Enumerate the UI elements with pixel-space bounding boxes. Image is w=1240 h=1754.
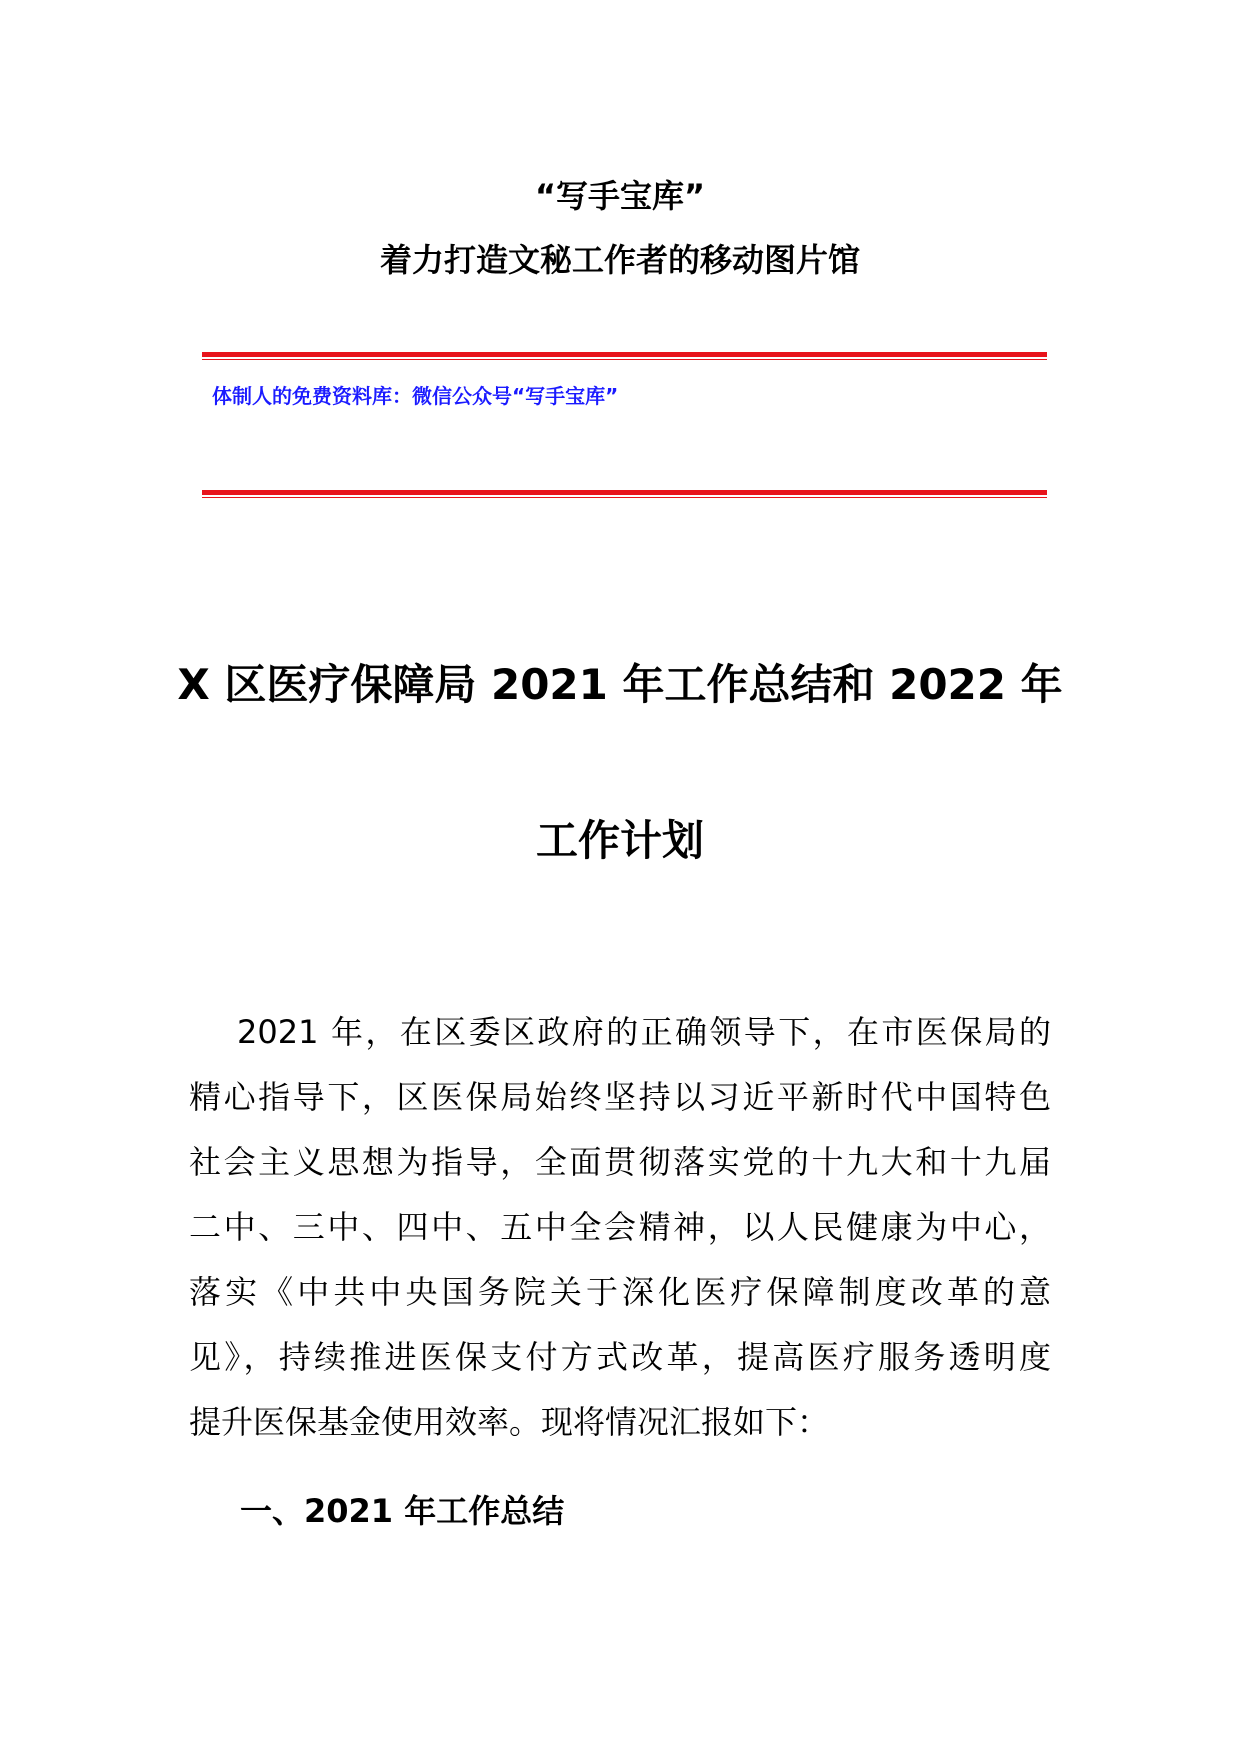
rule-thin-line (202, 359, 1047, 360)
top-red-rule (202, 352, 1047, 360)
rule-thin-line (202, 497, 1047, 498)
paragraph-line: 见》，持续推进医保支付方式改革，提高医疗服务透明度 (189, 1338, 1051, 1376)
section-heading: 一、2021 年工作总结 (240, 1492, 565, 1530)
document-title-line-1: X 区医疗保障局 2021 年工作总结和 2022 年 (177, 660, 1063, 709)
paragraph-line: 二中、三中、四中、五中全会精神，以人民健康为中心， (189, 1208, 1051, 1246)
document-title-line-2: 工作计划 (535, 816, 704, 865)
rule-thick-line (202, 352, 1047, 357)
paragraph-line: 提升医保基金使用效率。现将情况汇报如下： (189, 1403, 830, 1441)
rule-thick-line (202, 490, 1047, 495)
header-tagline: 着力打造文秘工作者的移动图片馆 (379, 241, 860, 279)
paragraph-line: 落实《中共中央国务院关于深化医疗保障制度改革的意 (189, 1273, 1051, 1311)
header-quote-title: “写手宝库” (534, 177, 706, 215)
banner-text: 体制人的免费资料库：微信公众号“写手宝库” (212, 384, 619, 408)
bottom-red-rule (202, 490, 1047, 498)
body-paragraph (189, 1000, 1051, 1455)
paragraph-line: 精心指导下，区医保局始终坚持以习近平新时代中国特色 (189, 1078, 1051, 1116)
paragraph-line: 2021 年，在区委区政府的正确领导下，在市医保局的 (237, 1013, 1051, 1051)
paragraph-line: 社会主义思想为指导，全面贯彻落实党的十九大和十九届 (189, 1143, 1051, 1181)
